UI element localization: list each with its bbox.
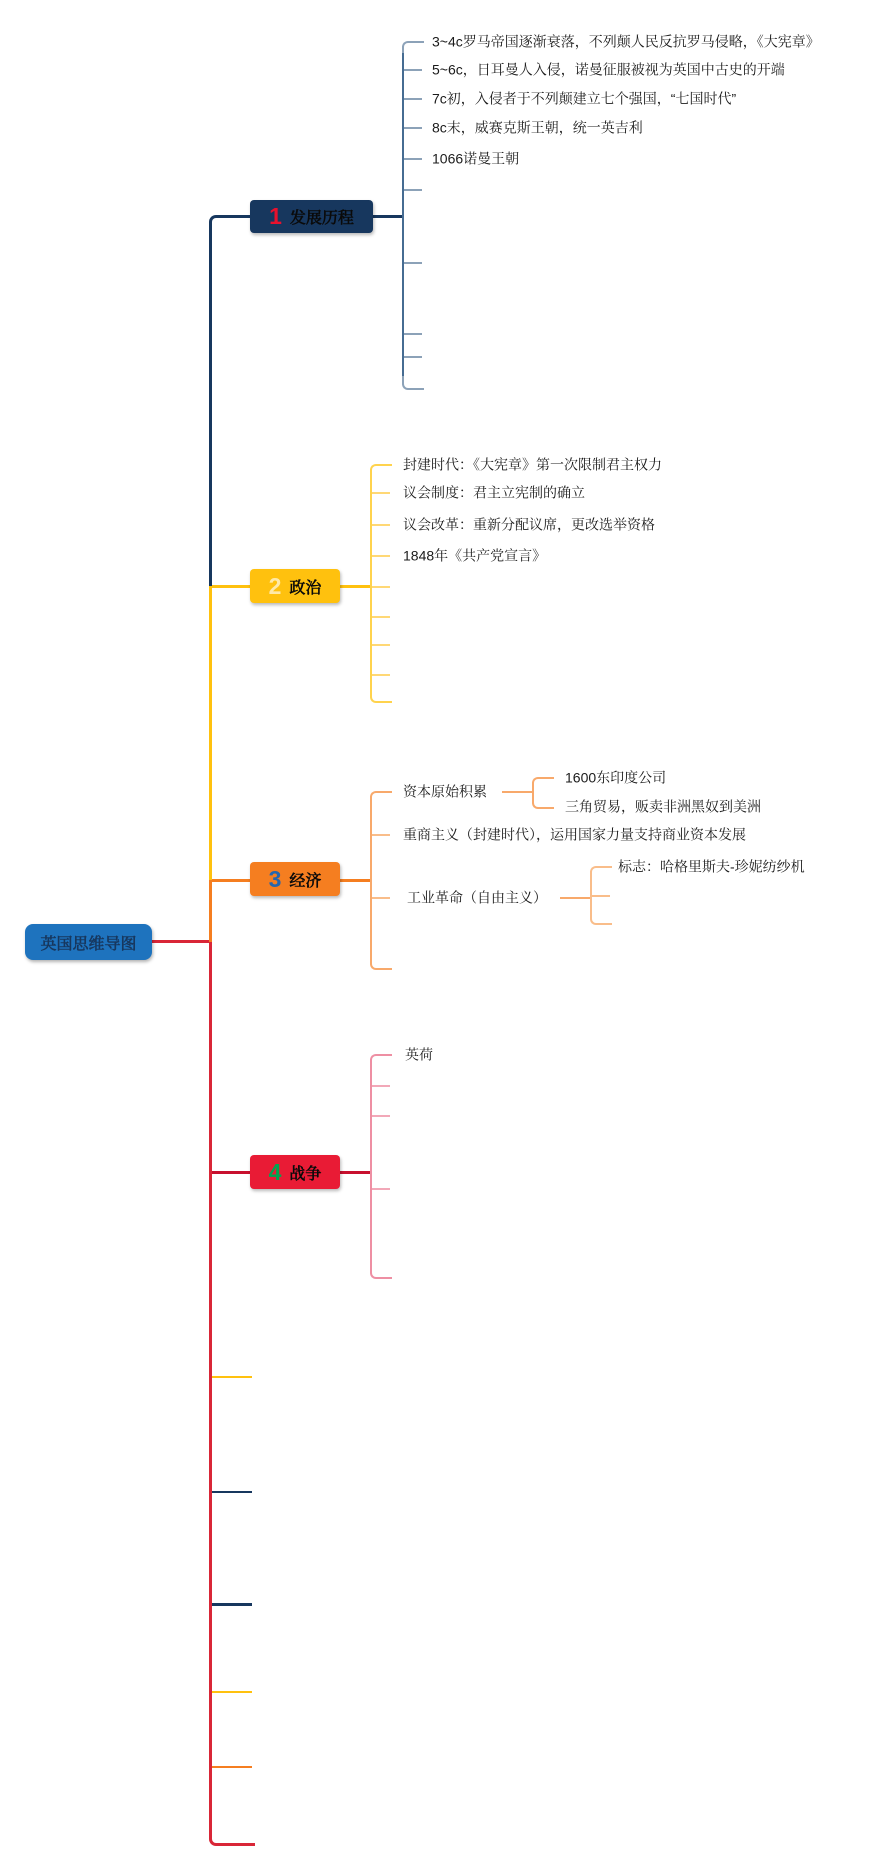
branch3-tick	[372, 897, 390, 899]
capital-children-line	[532, 789, 534, 796]
capital-child-item[interactable]: 三角贸易，贩卖非洲黑奴到美洲	[565, 798, 761, 815]
branch2-empty-tick	[372, 616, 390, 618]
branch3-bracket-top-elbow	[370, 791, 392, 805]
trunk-segment-yellow	[209, 586, 212, 880]
branch3-connector-left	[212, 879, 250, 882]
branch4-empty-tick	[372, 1085, 390, 1087]
branch1-tick	[404, 158, 422, 160]
branch1-number: 1	[269, 203, 282, 229]
industry-children-top-elbow	[590, 866, 612, 880]
branch3-item[interactable]: 重商主义（封建时代），运用国家力量支持商业资本发展	[403, 826, 746, 843]
branch2-item[interactable]: 1848年《共产党宣言》	[403, 547, 547, 564]
branch4-item[interactable]: 英荷	[405, 1046, 433, 1063]
branch3-connector-right	[340, 879, 370, 882]
branch3-node[interactable]	[250, 862, 340, 896]
industry-children-connector	[560, 897, 590, 899]
branch1-empty-tick	[404, 262, 422, 264]
capital-children-top-elbow	[532, 777, 554, 791]
branch2-empty-tick	[372, 586, 390, 588]
branch1-tick	[404, 69, 422, 71]
branch1-item[interactable]: 7c初，入侵者于不列颠建立七个强国，“七国时代”	[432, 90, 737, 107]
branch2-tick	[372, 555, 390, 557]
branch1-item[interactable]: 3~4c罗马帝国逐渐衰落，不列颠人民反抗罗马侵略，《大宪章》	[432, 33, 820, 50]
branch2-tick	[372, 524, 390, 526]
branch4-connector-right	[340, 1171, 370, 1174]
branch4-node[interactable]	[250, 1155, 340, 1189]
branch2-empty-tick	[372, 644, 390, 646]
branch1-tick	[404, 98, 422, 100]
trunk-bottom-elbow	[209, 1830, 255, 1846]
branch2-node[interactable]	[250, 569, 340, 603]
branch3-bracket-bottom-elbow	[370, 956, 392, 970]
branch3-item[interactable]: 工业革命（自由主义）	[407, 889, 547, 906]
branch2-item[interactable]: 议会改革：重新分配议席，更改选举资格	[403, 516, 655, 533]
branch2-bracket-bottom-elbow	[370, 689, 392, 703]
capital-child-item[interactable]: 1600东印度公司	[565, 769, 667, 786]
branch4-label: 战争	[289, 1165, 322, 1183]
branch4-bracket-top-elbow	[370, 1054, 392, 1068]
branch2-bracket-line	[370, 476, 372, 689]
branch2-label: 政治	[289, 579, 322, 597]
branch4-empty-tick	[372, 1115, 390, 1117]
branch2-bracket-top-elbow	[370, 464, 392, 478]
branch1-empty-tick	[404, 356, 422, 358]
branch1-item[interactable]: 8c末，威赛克斯王朝，统一英吉利	[432, 119, 643, 136]
branch1-connector-right	[373, 215, 402, 218]
trunk-top-elbow	[209, 215, 253, 232]
branch3-bracket-line	[370, 803, 372, 956]
trunk-empty-tick	[212, 1491, 252, 1493]
branch2-connector-left	[212, 585, 250, 588]
branch4-bracket-bottom-elbow	[370, 1265, 392, 1279]
industry-child-item[interactable]: 标志：哈格里斯夫-珍妮纺纱机	[618, 858, 805, 875]
branch3-item[interactable]: 资本原始积累	[403, 783, 487, 800]
capital-children-bottom-elbow	[532, 796, 554, 809]
industry-children-empty-tick	[592, 895, 610, 897]
trunk-empty-tick	[212, 1603, 252, 1606]
branch1-bracket-bottom-elbow	[402, 376, 424, 390]
industry-children-bottom-elbow	[590, 912, 612, 925]
branch2-number: 2	[268, 572, 282, 599]
root-connector	[152, 940, 209, 943]
trunk-empty-tick	[212, 1376, 252, 1378]
branch1-empty-tick	[404, 333, 422, 335]
branch3-number: 3	[268, 865, 282, 892]
branch1-item[interactable]: 1066诺曼王朝	[432, 150, 520, 167]
branch4-number: 4	[268, 1158, 282, 1185]
capital-children-connector	[502, 791, 532, 793]
branch2-item[interactable]: 议会制度：君主立宪制的确立	[403, 484, 585, 501]
branch1-item[interactable]: 5~6c，日耳曼人入侵，诺曼征服被视为英国中古史的开端	[432, 61, 785, 78]
trunk-empty-tick	[212, 1691, 252, 1693]
root-node-label: 英国思维导图	[40, 935, 137, 953]
branch1-node[interactable]	[250, 200, 373, 233]
branch3-label: 经济	[289, 872, 322, 890]
trunk-segment-red	[209, 942, 212, 1830]
branch2-item[interactable]: 封建时代：《大宪章》第一次限制君主权力	[403, 456, 662, 473]
branch1-label: 发展历程	[289, 210, 354, 227]
branch4-connector-left	[212, 1171, 250, 1174]
branch2-connector-right	[340, 585, 370, 588]
branch2-empty-tick	[372, 674, 390, 676]
branch3-tick	[372, 834, 390, 836]
branch1-bracket-line	[402, 53, 404, 377]
trunk-segment-orange	[209, 880, 212, 942]
trunk-segment-navy	[209, 229, 212, 586]
trunk-empty-tick	[212, 1766, 252, 1768]
branch1-bracket-top-elbow	[402, 41, 424, 55]
branch1-tick	[404, 127, 422, 129]
branch2-tick	[372, 492, 390, 494]
branch1-empty-tick	[404, 189, 422, 191]
branch4-bracket-line	[370, 1066, 372, 1265]
root-node[interactable]	[25, 924, 152, 960]
branch4-empty-tick	[372, 1188, 390, 1190]
